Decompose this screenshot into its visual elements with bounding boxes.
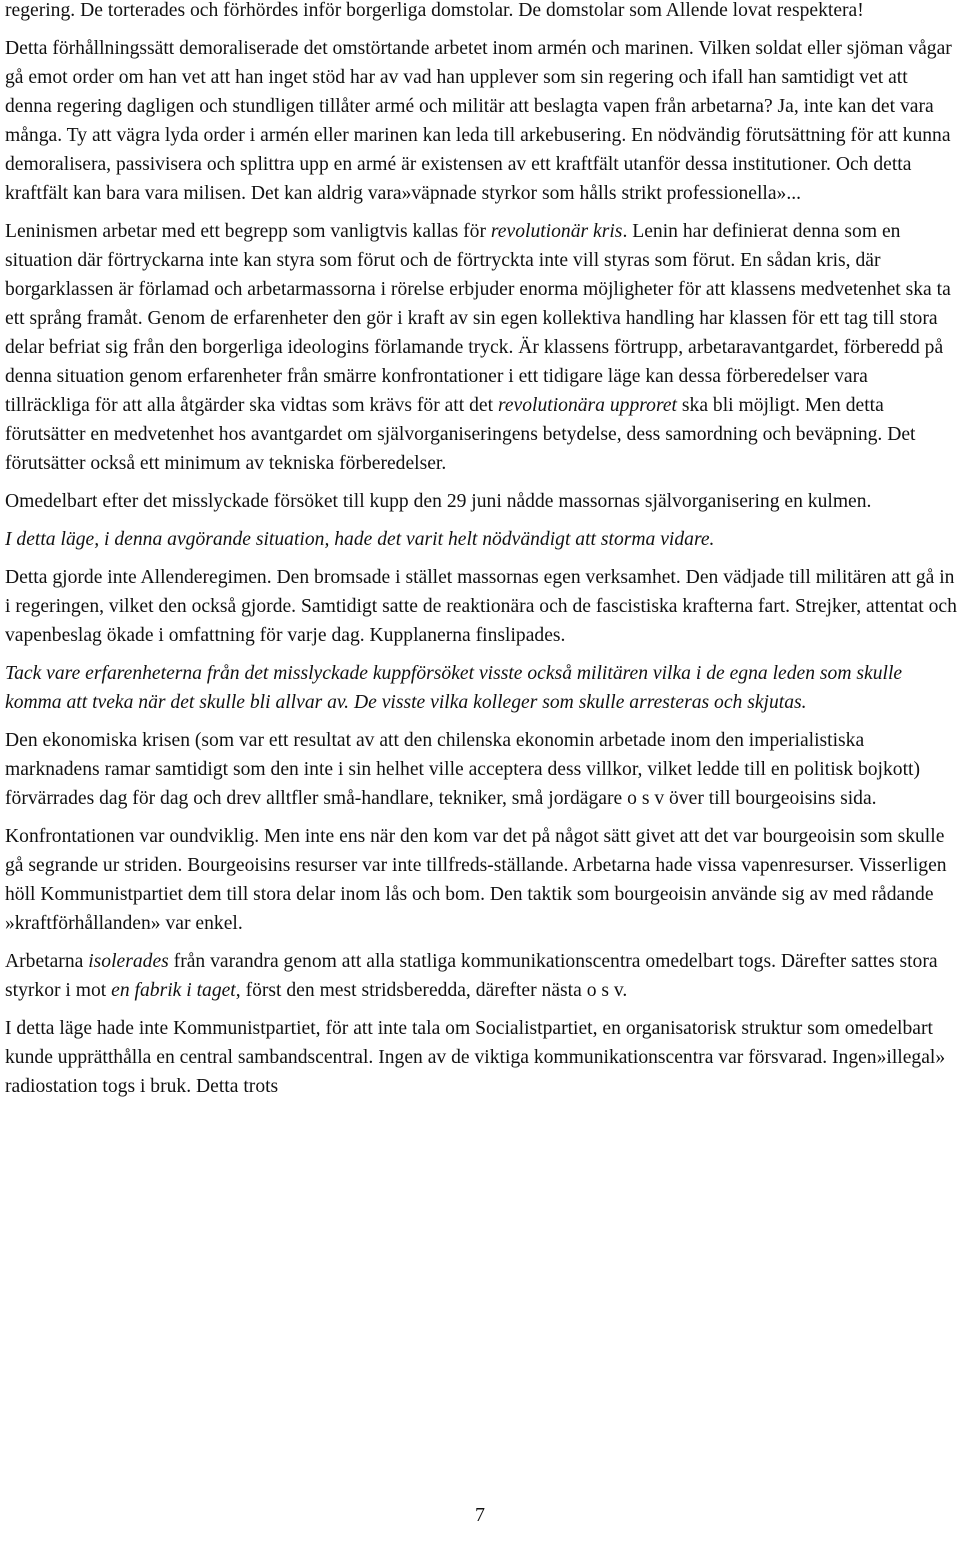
- paragraph-italic: [5, 659, 957, 717]
- page-number: 7: [475, 1504, 485, 1526]
- emphasis-text: Tack vare erfarenheterna från det misslyckade kuppförsöket visste också militären vilka i de egna leden som skulle komma att tveka när det skulle bli allvar av. De visste vilka kolleger som skulle arresteras och skjutas.: [5, 663, 903, 713]
- paragraph-text: från varandra genom att alla statliga kommunikationscentra omedelbart togs. Därefter sattes stora styrkor i mot: [5, 951, 938, 1001]
- paragraph: [5, 0, 957, 25]
- paragraph-text: Den ekonomiska krisen (som var ett resultat av att den chilenska ekonomin arbetade inom den imperialistiska marknadens ramar samtidigt som den inte i sin helhet ville acceptera dess villkor, vilket ledde till en politisk bojkott) förvärrades dag för dag och drev alltfler små-handlare, tekniker, små jordägare o s v över till bourgeoisins sida.: [5, 730, 921, 809]
- emphasis-text: isolerades: [88, 951, 169, 972]
- paragraph-text: Detta gjorde inte Allenderegimen. Den bromsade i stället massornas egen verksamhet. Den vädjade till militären att gå in i regeringen, vilket den också gjorde. Samtidigt satte de reaktionära och de fascistiska krafterna fart. Strejker, attentat och vapenbeslag ökade i omfattning för varje dag. Kupplanerna finslipades.: [5, 567, 957, 646]
- paragraph-text: Detta förhållningssätt demoraliserade det omstörtande arbetet inom armén och marinen. Vilken soldat eller sjöman vågar gå emot order om han vet att han inget stöd har av vad han upplever som sin regering och ifall han samtidigt vet att denna regering dagligen och stundligen tillåter armé och militär att beslagta vapen från arbetarna? Ja, inte kan det vara många. Ty att vägra lyda order i armén eller marinen kan leda till arkebusering. En nödvändig förutsättning för att kunna demoralisera, passivisera och splittra upp en armé är existensen av ett kraftfält utanför dessa institutioner. Och detta kraftfält kan bara vara milisen. Det kan aldrig vara»väpnade styrkor som hålls strikt professionella»...: [5, 38, 952, 204]
- paragraph-text: I detta läge hade inte Kommunistpartiet, för att inte tala om Socialistpartiet, en organisatorisk struktur som omedelbart kunde upprätthålla en central sambandscentral. Ingen av de viktiga kommunikationscentra var försvarad. Ingen»illegal» radiostation togs i bruk. Detta trots: [5, 1018, 946, 1097]
- paragraph: [5, 822, 957, 938]
- paragraph-text: Leninismen arbetar med ett begrepp som vanligtvis kallas för: [5, 221, 491, 242]
- document-page: [5, 0, 957, 1110]
- paragraph-text: regering. De torterades och förhördes inför borgerliga domstolar. De domstolar som Allende lovat respektera!: [5, 0, 864, 21]
- emphasis-text: en fabrik i taget: [111, 980, 236, 1001]
- paragraph: [5, 487, 957, 516]
- emphasis-text: I detta läge, i denna avgörande situation, hade det varit helt nödvändigt att storma vidare.: [5, 529, 715, 550]
- paragraph-text: Arbetarna: [5, 951, 89, 972]
- emphasis-text: revolutionära upproret: [497, 395, 677, 416]
- paragraph: [5, 947, 957, 1005]
- paragraph-text: ska bli möjligt. Men detta förutsätter en medvetenhet hos avantgardet om självorganiseringens betydelse, dess samordning och beväpning. Det förutsätter också ett minimum av tekniska förberedelser.: [5, 395, 916, 474]
- paragraph: [5, 34, 957, 208]
- paragraph-text: . Lenin har definierat denna som en situation där förtryckarna inte kan styra som förut och de förtryckta inte vill styras som förut. En sådan kris, där borgarklassen är förlamad och arbetarmassorna i rörelse erbjuder enorma möjligheter för att klassens medvetenhet ska ta ett språng framåt. Genom de erfarenheter den gör i kraft av sin egen kollektiva handling har klassen för ett tag till stora delar befriat sig från den borgerliga ideologins förlamande tryck. Är klassens förtrupp, arbetaravantgardet, förberedd på denna situation genom erfarenheter från smärre konfrontationer i ett tidigare läge kan dessa förberedelser vara tillräckliga för att alla åtgärder ska vidtas som krävs för att det: [5, 221, 951, 416]
- paragraph-text: Konfrontationen var oundviklig. Men inte ens när den kom var det på något sätt givet att det var bourgeoisin som skulle gå segrande ur striden. Bourgeoisins resurser var inte tillfreds-ställande. Arbetarna hade vissa vapenresurser. Visserligen höll Kommunistpartiet dem till stora delar inom lås och bom. Den taktik som bourgeoisin använde sig av med rådande »kraftförhållanden» var enkel.: [5, 826, 947, 934]
- paragraph: [5, 563, 957, 650]
- paragraph-text: Omedelbart efter det misslyckade försöket till kupp den 29 juni nådde massornas självorganisering en kulmen.: [5, 491, 872, 512]
- paragraph: [5, 726, 957, 813]
- paragraph-text: , först den mest stridsberedda, därefter nästa o s v.: [235, 980, 628, 1001]
- paragraph: [5, 1014, 957, 1101]
- paragraph: [5, 217, 957, 478]
- paragraph-italic: [5, 525, 957, 554]
- emphasis-text: revolutionär kris: [490, 221, 623, 242]
